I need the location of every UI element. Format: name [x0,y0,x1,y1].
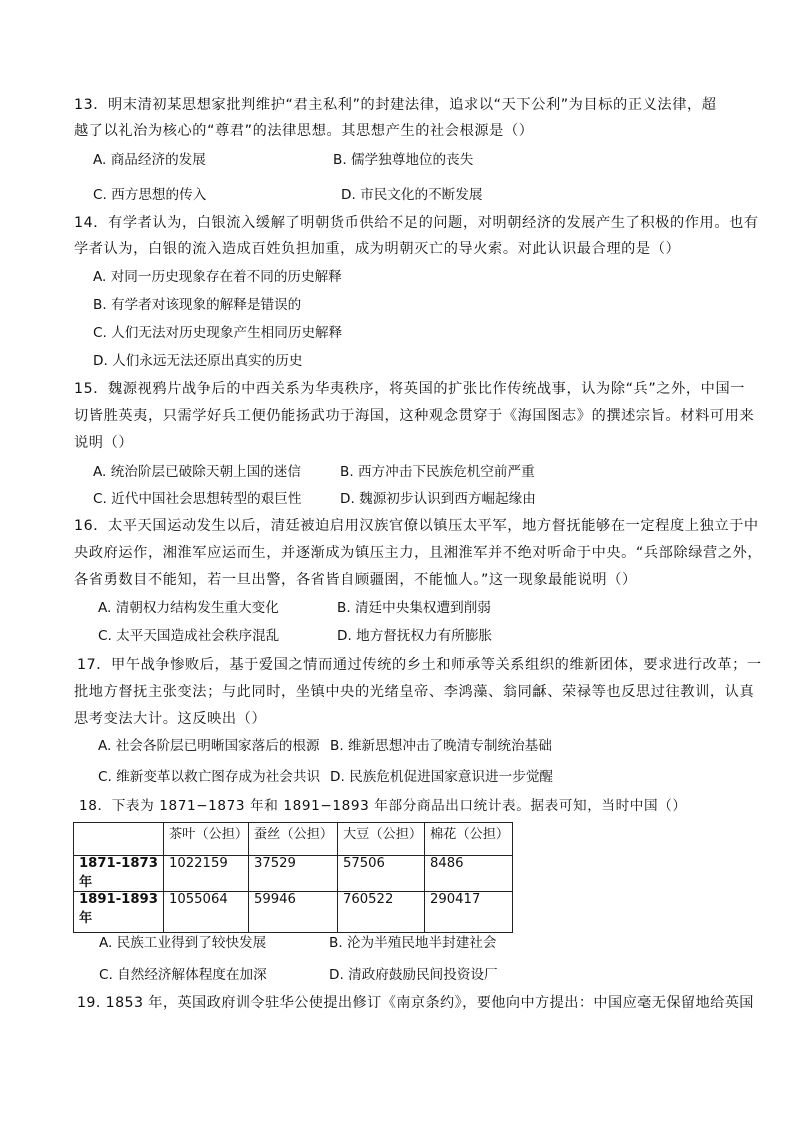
q17-option-d: D. 民族危机促进国家意识进一步觉醒 [330,769,554,785]
q14-option-d: D. 人们永远无法还原出真实的历史 [93,353,303,369]
q17-stem-line-1: 17．甲午战争惨败后，基于爱国之情而通过传统的乡土和师承等关系组织的维新团体，要求进行改革；一 [77,657,762,673]
q16-stem-line-3: 各省勇数目不能知，若一旦出警，各省皆自顾疆圉，不能恤人。”这一现象最能说明（） [74,572,637,588]
q15-option-a: A. 统治阶层已破除天朝上国的迷信 [93,464,302,480]
table-cell: 290417 [425,892,513,933]
table-header-tea: 茶叶（公担） [164,823,249,856]
table-header-soybean: 大豆（公担） [338,823,425,856]
q14-stem-line-2: 学者认为，白银的流入造成百姓负担加重，成为明朝灭亡的导火索。对此认识最合理的是（） [74,241,681,257]
q17-stem-line-3: 思考变法大计。这反映出（） [74,711,267,727]
q17-option-a: A. 社会各阶层已明晰国家落后的根源 [98,738,320,754]
q13-option-d: D. 市民文化的不断发展 [341,187,483,203]
q17-stem-line-2: 批地方督抚主张变法；与此同时，坐镇中央的光绪皇帝、李鸿藻、翁同龢、荣禄等也反思过往教训，认真 [74,684,755,700]
q16-option-d: D. 地方督抚权力有所膨胀 [337,628,493,644]
table-cell: 59946 [249,892,338,933]
q16-stem-line-1: 16．太平天国运动发生以后，清廷被迫启用汉族官僚以镇压太平军，地方督抚能够在一定程度上独立于中 [74,518,759,534]
q19-stem-line-1: 19. 1853 年，英国政府训令驻华公使提出修订《南京条约》，要他向中方提出：中国应毫无保留地给英国 [77,995,754,1011]
table-cell: 8486 [425,856,513,892]
table-header-row [74,823,513,856]
table-header-silk: 蚕丝（公担） [249,823,338,856]
q13-stem-line-1: 13．明末清初某思想家批判维护“君主私利”的封建法律，追求以“天下公利”为目标的正义法律，超 [74,97,717,113]
q13-option-c: C. 西方思想的传入 [93,187,207,203]
q18-option-b: B. 沦为半殖民地半封建社会 [329,935,497,951]
q15-stem-line-2: 切皆胜英夷，只需学好兵工便仍能扬武功于海国，这种观念贯穿于《海国图志》的撰述宗旨。材料可用来 [74,408,755,424]
q18-option-d: D. 清政府鼓励民间投资设厂 [329,967,498,983]
export-statistics-table [73,822,513,933]
q16-option-a: A. 清朝权力结构发生重大变化 [98,600,279,616]
table-row-label: 1891-1893 年 [74,892,164,933]
table-cell: 760522 [338,892,425,933]
q13-stem-line-2: 越了以礼治为核心的“尊君”的法律思想。其思想产生的社会根源是（） [74,123,534,139]
q15-stem-line-1: 15．魏源视鸦片战争后的中西关系为华夷秩序，将英国的扩张比作传统战事，认为除“兵”之外，中国一 [74,381,746,397]
q14-option-b: B. 有学者对该现象的解释是错误的 [93,297,302,313]
table-corner-cell [74,823,164,856]
q15-option-d: D. 魏源初步认识到西方崛起缘由 [340,491,536,507]
q13-option-b: B. 儒学独尊地位的丧失 [333,152,474,168]
q18-option-c: C. 自然经济解体程度在加深 [99,967,267,983]
table-cell: 1022159 [164,856,249,892]
q15-stem-line-3: 说明（） [74,435,134,451]
table-row-label: 1871-1873 年 [74,856,164,892]
q17-option-b: B. 维新思想冲击了晚清专制统治基础 [330,738,552,754]
table-cell: 57506 [338,856,425,892]
q18-stem-line-1: 18．下表为 1871−1873 年和 1891−1893 年部分商品出口统计表。据表可知，当时中国（） [79,798,687,814]
q13-option-a: A. 商品经济的发展 [93,152,206,168]
q15-option-b: B. 西方冲击下民族危机空前严重 [340,464,535,480]
q16-option-c: C. 太平天国造成社会秩序混乱 [98,628,280,644]
q17-option-c: C. 维新变革以救亡图存成为社会共识 [98,769,321,785]
table-header-cotton: 棉花（公担） [425,823,513,856]
q15-option-c: C. 近代中国社会思想转型的艰巨性 [93,491,302,507]
table-row [74,892,513,933]
q16-stem-line-2: 央政府运作，湘淮军应运而生，并逐渐成为镇压主力，且湘淮军并不绝对听命于中央。“兵部除绿营之外， [74,545,763,561]
q14-option-a: A. 对同一历史现象存在着不同的历史解释 [93,269,342,285]
q18-option-a: A. 民族工业得到了较快发展 [99,935,267,951]
table-cell: 37529 [249,856,338,892]
q14-option-c: C. 人们无法对历史现象产生相同历史解释 [93,325,343,341]
q16-option-b: B. 清廷中央集权遭到削弱 [337,600,491,616]
table-row [74,856,513,892]
table-cell: 1055064 [164,892,249,933]
q14-stem-line-1: 14．有学者认为，白银流入缓解了明朝货币供给不足的问题，对明朝经济的发展产生了积极的作用。也有 [74,215,759,231]
